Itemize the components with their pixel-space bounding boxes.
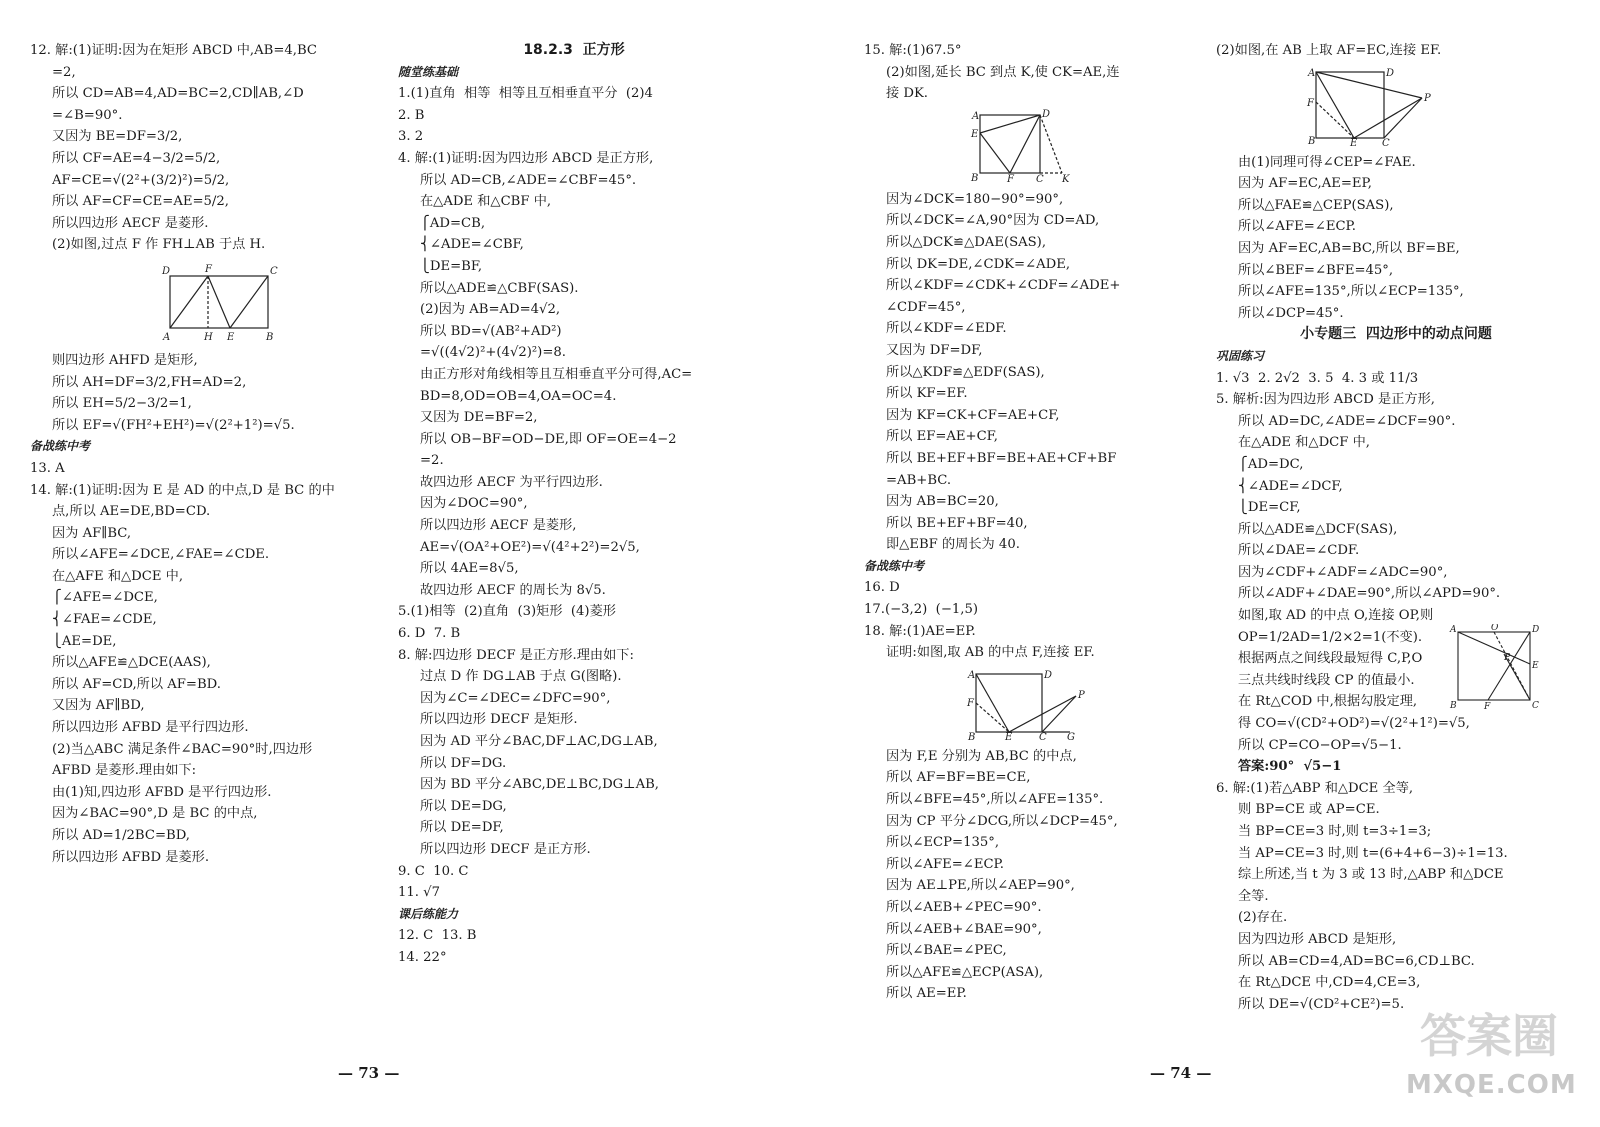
- section-heading: 备战练中考: [30, 436, 94, 458]
- text-line: 所以∠AEB+∠PEC=90°.: [886, 900, 1042, 915]
- text-line: 3. 2: [398, 129, 424, 145]
- text-line: 4. 解:(1)证明:因为四边形 ABCD 是正方形,: [398, 150, 654, 166]
- text-line: AFBD 是菱形.理由如下:: [52, 763, 197, 779]
- text-line: 16. D: [864, 580, 900, 596]
- text-line: 又因为 DE=BF=2,: [420, 410, 538, 426]
- text-line: 13. A: [30, 460, 65, 476]
- text-line: 所以 AB=CD=4,AD=BC=6,CD⊥BC.: [1238, 953, 1475, 969]
- text-line: =2,: [52, 64, 76, 80]
- text-line: 14. 解:(1)证明:因为 E 是 AD 的中点,D 是 BC 的中: [30, 482, 335, 498]
- text-line: ⎩DE=CF,: [1238, 500, 1301, 516]
- text-line: 如图,取 AD 的中点 O,连接 OP,则: [1238, 608, 1434, 624]
- text-line: 所以 BD=√(AB²+AD²): [420, 323, 562, 339]
- text-line: 所以 CD=AB=4,AD=BC=2,CD∥AB,∠D: [52, 86, 304, 102]
- text-line: 5. 解析:因为四边形 ABCD 是正方形,: [1216, 392, 1435, 408]
- fig-label: G: [1067, 731, 1075, 740]
- text-line: 5.(1)相等 (2)直角 (3)矩形 (4)菱形: [398, 604, 616, 620]
- text-line: 又因为 BE=DF=3/2,: [52, 129, 183, 145]
- text-line: 所以 EF=AE+CF,: [886, 429, 998, 445]
- text-line: 所以△AFE≌△DCE(AAS),: [52, 655, 211, 671]
- text-line: 因为∠C=∠DEC=∠DFC=90°,: [420, 690, 611, 706]
- fig-label: P: [1424, 92, 1431, 104]
- fig-label: A: [163, 331, 171, 343]
- text-line: 所以 OB−BF=OD−DE,即 OF=OE=4−2: [420, 431, 677, 447]
- q16-18-block: [864, 577, 1204, 663]
- text-line: 因为 AB=BC=20,: [886, 494, 999, 510]
- page-number-left: — 73 —: [338, 1064, 400, 1082]
- text-line: 所以△FAE≌△CEP(SAS),: [1238, 197, 1394, 213]
- text-line: 当 BP=CE=3 时,则 t=3÷1=3;: [1238, 824, 1432, 839]
- text-line: 所以四边形 AECF 是菱形,: [420, 518, 577, 534]
- section-title: 18.2.3 正方形: [523, 42, 625, 58]
- text-line: 在△AFE 和△DCE 中,: [52, 568, 184, 584]
- text-line: ⎧AD=CB,: [420, 215, 486, 231]
- column-2: [398, 40, 750, 969]
- text-line: 所以 DF=DG.: [420, 755, 507, 771]
- text-line: 所以∠ADF+∠DAE=90°,所以∠APD=90°.: [1238, 586, 1501, 602]
- fig-label: A: [1450, 625, 1457, 635]
- fig-label: A: [968, 669, 976, 681]
- text-line: 则 BP=CE 或 AP=CE.: [1238, 802, 1380, 818]
- fig-label: F: [1007, 173, 1014, 183]
- text-line: 故四边形 AECF 的周长为 8√5.: [420, 582, 606, 598]
- text-line: 所以 CP=CO−OP=√5−1.: [1238, 737, 1402, 753]
- text-line: 17.(−3,2) (−1,5): [864, 602, 978, 618]
- text-line: 所以∠KDF=∠EDF.: [886, 321, 1007, 337]
- text-line: (2)当△ABC 满足条件∠BAC=90°时,四边形: [52, 741, 313, 757]
- text-line: 综上所述,当 t 为 3 或 13 时,△ABP 和△DCE: [1238, 867, 1504, 883]
- fig-label: O: [1491, 624, 1499, 633]
- q13-14-block: [30, 458, 390, 868]
- fig-label: C: [1039, 731, 1047, 740]
- fig-label: B: [971, 172, 979, 183]
- text-line: 所以 DE=√(CD²+CE²)=5.: [1238, 996, 1405, 1012]
- text-line: 所以∠ECP=135°,: [886, 835, 1000, 851]
- text-line: 所以 KF=EF.: [886, 386, 968, 402]
- square-extension-figure: [864, 109, 1204, 183]
- text-line: 因为∠CDF+∠ADF=∠ADC=90°,: [1238, 564, 1448, 580]
- text-line: (2)因为 AB=AD=4√2,: [420, 302, 561, 318]
- q15-block: [864, 40, 1204, 105]
- text-line: 所以∠KDF=∠CDK+∠CDF=∠ADE+: [886, 278, 1121, 294]
- section-heading: 随堂练基础: [398, 62, 462, 84]
- text-line: 根据两点之间线段最短得 C,P,O: [1238, 651, 1423, 667]
- text-line: 因为∠BAC=90°,D 是 BC 的中点,: [52, 806, 258, 822]
- text-line: 故四边形 AECF 为平行四边形.: [420, 474, 603, 490]
- text-line: 因为∠DCK=180−90°=90°,: [886, 191, 1064, 207]
- text-line: 过点 D 作 DG⊥AB 于点 G(图略).: [420, 669, 622, 685]
- text-line: =∠B=90°.: [52, 107, 123, 123]
- column-4: [1216, 40, 1576, 1015]
- text-line: 所以∠BAE=∠PEC,: [886, 943, 1007, 959]
- text-line: 所以∠AFE=∠ECP.: [1238, 219, 1356, 235]
- text-line: 11. √7: [398, 885, 440, 901]
- text-line: 又因为 DF=DF,: [886, 342, 983, 358]
- fig-label: C: [1036, 173, 1044, 183]
- watermark-site: MXQE.COM: [1406, 1070, 1577, 1100]
- fig-label: D: [1042, 108, 1051, 120]
- text-line: 所以∠BEF=∠BFE=45°,: [1238, 262, 1394, 278]
- fig-label: K: [1062, 173, 1070, 183]
- text-line: 12. 解:(1)证明:因为在矩形 ABCD 中,AB=4,BC: [30, 43, 317, 58]
- text-line: 由正方形对角线相等且互相垂直平分可得,AC=: [420, 366, 693, 382]
- text-line: 所以 EH=5/2−3/2=1,: [52, 396, 192, 412]
- q15-block-2: [864, 189, 1204, 556]
- text-line: 所以 AD=1/2BC=BD,: [52, 828, 190, 843]
- column-1: [30, 40, 390, 868]
- text-line: 6. D 7. B: [398, 626, 461, 642]
- text-line: 12. C 13. B: [398, 928, 477, 944]
- text-line: 所以 AF=BF=BE=CE,: [886, 770, 1031, 786]
- text-line: 由(1)知,四边形 AFBD 是平行四边形.: [52, 784, 272, 800]
- fig-label: D: [1044, 669, 1053, 681]
- text-line: 因为 AD 平分∠BAC,DF⊥AC,DG⊥AB,: [420, 734, 658, 749]
- text-line: 因为∠DOC=90°,: [420, 496, 528, 512]
- text-line: 得 CO=√(CD²+OD²)=√(2²+1²)=√5,: [1238, 716, 1470, 732]
- fig-label: P: [1504, 653, 1511, 663]
- text-line: 所以 DE=DG,: [420, 798, 507, 814]
- fig-label: C: [1382, 137, 1390, 146]
- fig-label: P: [1078, 689, 1085, 701]
- answers-block: [398, 83, 750, 904]
- text-line: 所以四边形 AFBD 是平行四边形.: [52, 720, 249, 736]
- text-line: ⎨∠ADE=∠DCF,: [1238, 478, 1343, 494]
- rectangle-figure: [30, 260, 390, 344]
- text-line: 1. √3 2. 2√2 3. 5 4. 3 或 11/3: [1216, 370, 1419, 386]
- section-heading: 巩固练习: [1216, 346, 1268, 368]
- text-line: 所以 AD=DC,∠ADE=∠DCF=90°.: [1238, 413, 1456, 429]
- text-line: ⎧∠AFE=∠DCE,: [52, 590, 158, 606]
- text-line: 三点共线时线段 CP 的值最小.: [1238, 672, 1415, 688]
- text-line: 所以 EF=√(FH²+EH²)=√(2²+1²)=√5.: [52, 417, 295, 433]
- fig-label: E: [1005, 731, 1013, 740]
- text-line: 所以四边形 AECF 是菱形.: [52, 215, 209, 231]
- text-line: 所以 AE=EP.: [886, 986, 967, 1002]
- fig-label: F: [1307, 97, 1314, 109]
- text-line: 由(1)同理可得∠CEP=∠FAE.: [1238, 154, 1416, 170]
- text-line: 当 AP=CE=3 时,则 t=(6+4+6−3)÷1=13.: [1238, 845, 1508, 861]
- text-line: AF=CE=√(2²+(3/2)²)=5/2,: [52, 172, 230, 188]
- text-line: ⎧AD=DC,: [1238, 456, 1304, 472]
- text-line: 则四边形 AHFD 是矩形,: [52, 352, 198, 368]
- text-line: 所以∠AFE=∠ECP.: [886, 856, 1004, 872]
- square-midpoint-o-figure: [1448, 624, 1544, 710]
- q18-block: [864, 746, 1204, 1005]
- text-line: 即△EBF 的周长为 40.: [886, 537, 1020, 553]
- text-line: 所以 BE+EF+BF=40,: [886, 515, 1028, 531]
- answers-block-2: [398, 925, 750, 968]
- text-line: 所以△ADE≌△DCF(SAS),: [1238, 521, 1398, 537]
- text-line: 因为 F,E 分别为 AB,BC 的中点,: [886, 748, 1077, 764]
- text-line: 所以△AFE≌△ECP(ASA),: [886, 964, 1044, 980]
- text-line: 全等.: [1238, 888, 1269, 904]
- fig-label: B: [1308, 135, 1316, 146]
- section-title: 小专题三 四边形中的动点问题: [1300, 326, 1492, 343]
- fig-label: B: [266, 331, 274, 343]
- square-midpoint-figure: [864, 668, 1204, 740]
- text-line: BD=8,OD=OB=4,OA=OC=4.: [420, 388, 617, 404]
- text-line: 所以 CF=AE=4−3/2=5/2,: [52, 150, 221, 166]
- text-line: 所以 DK=DE,∠CDK=∠ADE,: [886, 256, 1071, 272]
- text-line: 在 Rt△DCE 中,CD=4,CE=3,: [1238, 975, 1421, 991]
- text-line: 所以△ADE≌△CBF(SAS).: [420, 280, 579, 296]
- text-line: 点,所以 AE=DE,BD=CD.: [52, 504, 211, 520]
- fig-label: A: [972, 110, 980, 122]
- text-line: 因为 AF∥BC,: [52, 525, 132, 541]
- text-line: 所以 AF=CD,所以 AF=BD.: [52, 676, 221, 692]
- text-line: 1.(1)直角 相等 相等且互相垂直平分 (2)4: [398, 86, 653, 102]
- text-line: 因为 BD 平分∠ABC,DE⊥BC,DG⊥AB,: [420, 777, 659, 793]
- fig-label: D: [1386, 67, 1395, 79]
- text-line: 因为四边形 ABCD 是矩形,: [1238, 931, 1397, 947]
- text-line: ⎩AE=DE,: [52, 633, 117, 649]
- text-line: 因为 CP 平分∠DCG,所以∠DCP=45°,: [886, 813, 1118, 829]
- fig-label: D: [162, 265, 171, 277]
- text-line: 所以 AH=DF=3/2,FH=AD=2,: [52, 374, 247, 390]
- answer-line: 答案:90° √5−1: [1238, 759, 1342, 775]
- text-line: ⎨∠FAE=∠CDE,: [52, 612, 157, 628]
- text-line: (2)如图,在 AB 上取 AF=EC,连接 EF.: [1216, 43, 1442, 58]
- text-line: AE=√(OA²+OE²)=√(4²+2²)=2√5,: [420, 539, 640, 555]
- text-line: ⎨∠ADE=∠CBF,: [420, 237, 524, 253]
- text-line: 所以四边形 DECF 是矩形.: [420, 712, 578, 728]
- text-line: 所以 DE=DF,: [420, 820, 504, 836]
- fig-label: E: [1532, 661, 1539, 671]
- fig-label: B: [1450, 701, 1457, 710]
- text-line: 所以∠BFE=45°,所以∠AFE=135°.: [886, 792, 1104, 808]
- page-number-right: — 74 —: [1150, 1064, 1212, 1082]
- text-line: 接 DK.: [886, 86, 928, 102]
- text-line: 因为 AF=EC,AE=EP,: [1238, 176, 1372, 192]
- text-line: 所以∠DAE=∠CDF.: [1238, 543, 1360, 559]
- text-line: OP=1/2AD=1/2×2=1(不变).: [1238, 629, 1423, 645]
- text-line: 所以 4AE=8√5,: [420, 561, 519, 577]
- text-line: 8. 解:四边形 DECF 是正方形.理由如下:: [398, 647, 634, 663]
- text-line: 所以∠DCP=45°.: [1238, 305, 1344, 321]
- text-line: 2. B: [398, 107, 425, 123]
- text-line: 所以四边形 DECF 是正方形.: [420, 841, 591, 857]
- section-heading: 备战练中考: [864, 556, 928, 578]
- fig-label: E: [1350, 137, 1358, 146]
- text-line: 在△ADE 和△CBF 中,: [420, 194, 552, 210]
- text-line: 所以 AD=CB,∠ADE=∠CBF=45°.: [420, 172, 637, 188]
- text-line: 15. 解:(1)67.5°: [864, 43, 962, 58]
- text-line: 14. 22°: [398, 949, 447, 965]
- text-line: ⎩DE=BF,: [420, 258, 483, 274]
- text-line: (2)如图,延长 BC 到点 K,使 CK=AE,连: [886, 64, 1120, 80]
- watermark-logo-text: 答案圈: [1420, 1009, 1558, 1063]
- fig-label: F: [1484, 702, 1491, 710]
- text-line: 因为 KF=CK+CF=AE+CF,: [886, 407, 1060, 423]
- text-line: 在 Rt△COD 中,根据勾股定理,: [1238, 694, 1418, 710]
- text-line: (2)如图,过点 F 作 FH⊥AB 于点 H.: [52, 237, 266, 253]
- fig-label: C: [1532, 701, 1539, 710]
- text-line: =AB+BC.: [886, 472, 952, 488]
- text-line: 所以∠AEB+∠BAE=90°,: [886, 921, 1042, 937]
- fig-label: H: [204, 331, 213, 343]
- text-line: 所以∠DCK=∠A,90°因为 CD=AD,: [886, 213, 1100, 229]
- text-line: 在△ADE 和△DCF 中,: [1238, 435, 1370, 451]
- fig-label: E: [227, 331, 235, 343]
- text-line: ∠CDF=45°,: [886, 299, 966, 315]
- q12-block: [30, 40, 390, 256]
- fig-label: C: [270, 265, 278, 277]
- text-line: 所以∠AFE=∠DCE,∠FAE=∠CDE.: [52, 547, 270, 563]
- text-line: 所以四边形 AFBD 是菱形.: [52, 849, 210, 865]
- text-line: 证明:如图,取 AB 的中点 F,连接 EF.: [886, 645, 1095, 661]
- text-line: =2.: [420, 453, 444, 469]
- text-line: 所以 AF=CF=CE=AE=5/2,: [52, 194, 229, 210]
- fig-label: A: [1308, 67, 1316, 79]
- text-line: 所以 BE+EF+BF=BE+AE+CF+BF: [886, 450, 1117, 466]
- text-line: 因为 AE⊥PE,所以∠AEP=90°,: [886, 878, 1075, 894]
- q18-2-block: [1216, 152, 1576, 325]
- square-point-figure: [1216, 66, 1576, 146]
- fig-label: F: [205, 263, 212, 275]
- fig-label: B: [968, 731, 976, 740]
- q12-block-2: [30, 350, 390, 436]
- text-line: 因为 AF=EC,AB=BC,所以 BF=BE,: [1238, 240, 1460, 256]
- text-line: 又因为 AF∥BD,: [52, 698, 145, 714]
- text-line: 18. 解:(1)AE=EP.: [864, 623, 976, 639]
- fig-label: E: [971, 128, 979, 140]
- text-line: 6. 解:(1)若△ABP 和△DCE 全等,: [1216, 780, 1414, 796]
- column-3: [864, 40, 1204, 1005]
- text-line: 所以∠AFE=135°,所以∠ECP=135°,: [1238, 284, 1464, 300]
- watermark-logo: [1400, 1000, 1590, 1110]
- fig-label: D: [1532, 625, 1540, 635]
- section-heading: 课后练能力: [398, 904, 462, 926]
- text-line: =√((4√2)²+(4√2)²)=8.: [420, 345, 566, 361]
- fig-label: F: [967, 697, 974, 709]
- text-line: (2)存在.: [1238, 910, 1288, 926]
- text-line: 所以△DCK≌△DAE(SAS),: [886, 234, 1047, 250]
- text-line: 所以△KDF≌△EDF(SAS),: [886, 364, 1045, 380]
- text-line: 9. C 10. C: [398, 863, 469, 879]
